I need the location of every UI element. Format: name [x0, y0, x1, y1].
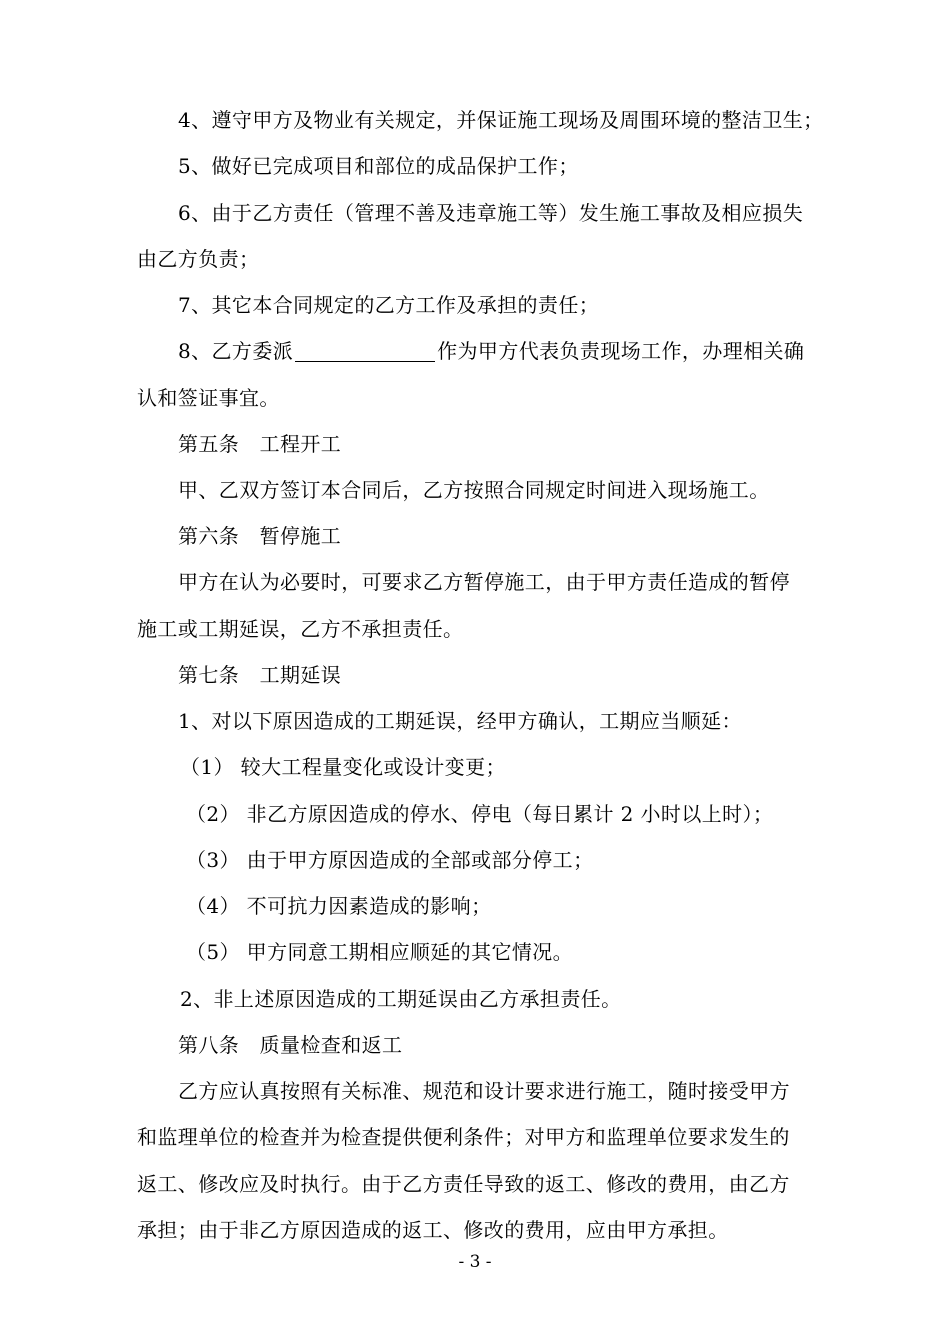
clause-4-8-prefix: 8、乙方委派: [178, 339, 294, 363]
clause-4-7: 7、其它本合同规定的乙方工作及承担的责任；: [178, 293, 600, 317]
article-6-heading: 第六条 暂停施工: [178, 524, 342, 548]
article-7-sub-5: （5） 甲方同意工期相应顺延的其它情况。: [186, 940, 574, 964]
article-7-sub-1: （1） 较大工程量变化或设计变更；: [180, 755, 506, 779]
clause-4-4: 4、遵守甲方及物业有关规定，并保证施工现场及周围环境的整洁卫生；: [178, 108, 824, 132]
article-7-item-1: 1、对以下原因造成的工期延误，经甲方确认，工期应当顺延：: [178, 709, 742, 733]
article-6-body-cont: 施工或工期延误，乙方不承担责任。: [137, 617, 464, 641]
article-8-heading: 第八条 质量检查和返工: [178, 1033, 403, 1057]
article-7-sub-4: （4） 不可抗力因素造成的影响；: [186, 894, 492, 918]
article-8-body-4: 承担；由于非乙方原因造成的返工、修改的费用，应由甲方承担。: [137, 1218, 729, 1242]
article-7-sub-3: （3） 由于甲方原因造成的全部或部分停工；: [186, 848, 594, 872]
article-7-heading: 第七条 工期延误: [178, 663, 342, 687]
clause-4-8: [178, 337, 804, 365]
article-8-body-2: 和监理单位的检查并为检查提供便利条件；对甲方和监理单位要求发生的: [137, 1125, 790, 1149]
clause-4-5: 5、做好已完成项目和部位的成品保护工作；: [178, 154, 579, 178]
article-8-body-1: 乙方应认真按照有关标准、规范和设计要求进行施工，随时接受甲方: [178, 1079, 790, 1103]
article-7-item-2: 2、非上述原因造成的工期延误由乙方承担责任。: [180, 987, 622, 1011]
article-8-body-3: 返工、修改应及时执行。由于乙方责任导致的返工、修改的费用，由乙方: [137, 1172, 790, 1196]
article-6-body: 甲方在认为必要时，可要求乙方暂停施工，由于甲方责任造成的暂停: [178, 570, 790, 594]
clause-4-6-cont: 由乙方负责；: [137, 247, 260, 271]
article-7-sub-2: （2） 非乙方原因造成的停水、停电（每日累计 2 小时以上时）；: [186, 802, 774, 826]
representative-name-blank: [295, 341, 435, 362]
clause-4-6: 6、由于乙方责任（管理不善及违章施工等）发生施工事故及相应损失: [178, 201, 804, 225]
clause-4-8-suffix: 作为甲方代表负责现场工作，办理相关确: [437, 339, 805, 363]
page-number: - 3 -: [458, 1252, 492, 1272]
article-5-body: 甲、乙双方签订本合同后，乙方按照合同规定时间进入现场施工。: [178, 478, 770, 502]
clause-4-8-cont: 认和签证事宜。: [137, 386, 280, 410]
article-5-heading: 第五条 工程开工: [178, 432, 342, 456]
